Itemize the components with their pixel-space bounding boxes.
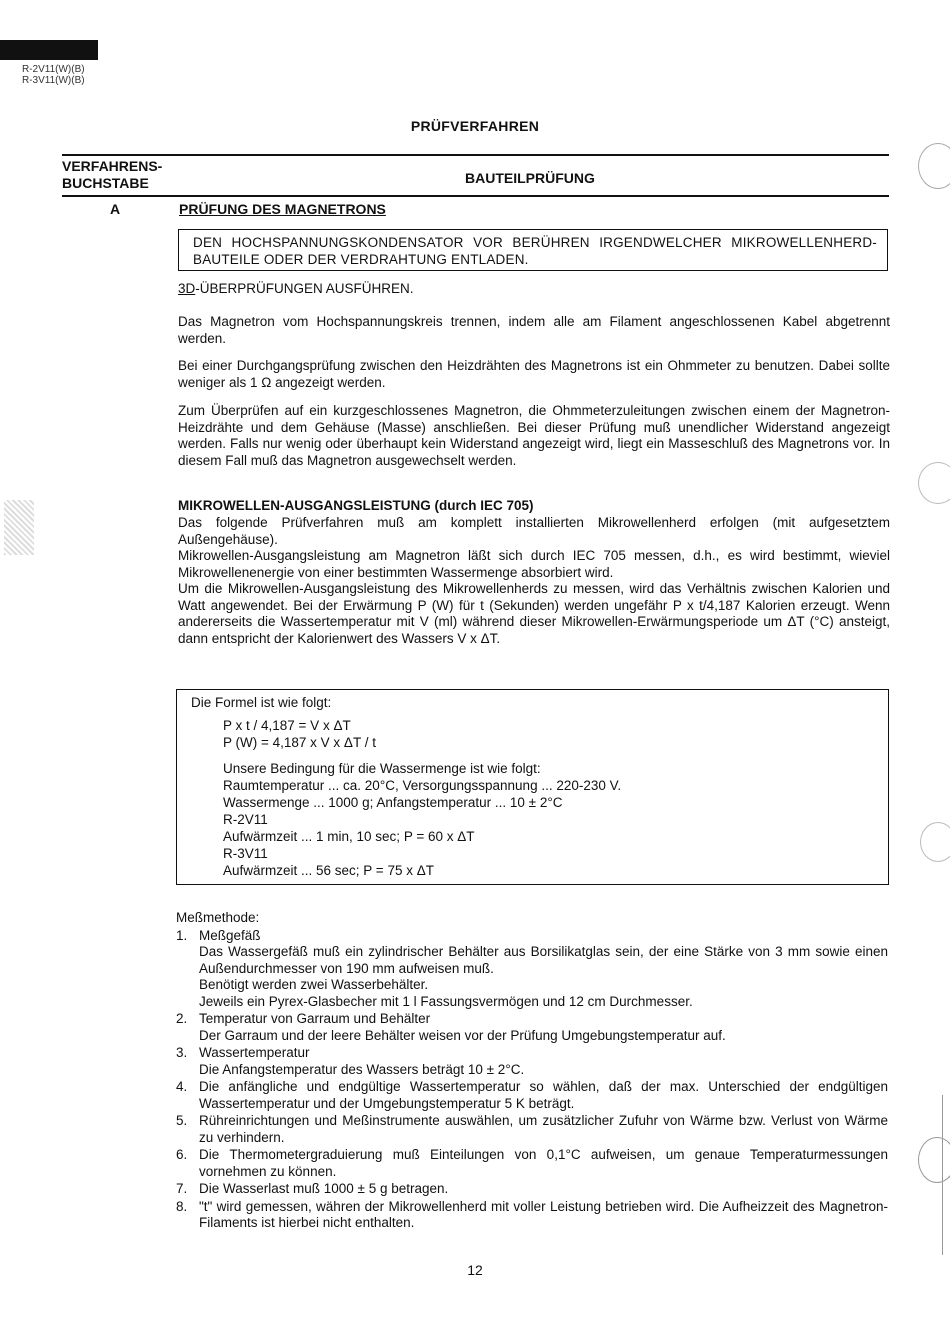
condition-water-amount: Wassermenge ... 1000 g; Anfangstemperatur ... 10 ± 2°C <box>223 795 563 810</box>
formula-equation-2: P (W) = 4,187 x V x ΔT / t <box>223 735 376 750</box>
output-section-heading: MIKROWELLEN-AUSGANGSLEISTUNG (durch IEC 705) <box>178 498 534 513</box>
output-line-1: Das folgende Prüfverfahren muß am komplett installierten Mikrowellenherd erfolgen (mit aufgesetztem Außengehäuse). <box>178 515 890 547</box>
list-item <box>176 1181 888 1198</box>
list-item <box>176 1079 888 1112</box>
warning-text: DEN HOCHSPANNUNGSKONDENSATOR VOR BERÜHREN IRGENDWELCHER MIKROWELLENHERD-BAUTEILE ODER DER VERDRAHTUNG ENTLADEN. <box>193 235 877 267</box>
model-codes <box>22 64 85 86</box>
scan-black-bar <box>0 40 98 60</box>
paragraph-short-test: Zum Überprüfen auf ein kurzgeschlossenes Magnetron, die Ohmmeterzuleitungen zwischen einem der Magnetron-Heizdrähte und dem Gehäuse (Masse) anschließen. Bei dieser Prüfung muß unendlicher Widerstand angezeigt werden. Falls nur wenig oder überhaupt kein Widerstand angezeigt wird, liegt ein Masseschluß des Magnetrons vor. In diesem Fall muß das Magnetron ausgewechselt werden. <box>178 403 890 468</box>
output-line-3: Um die Mikrowellen-Ausgangsleistung des Mikrowellenherds zu messen, wird das Verhältnis zwischen Kalorien und Watt angewendet. Bei der Erwärmung P (W) für t (Sekunden) werden ungefähr P x t/4,187 Kalorien erzeugt. Wenn andererseits die Wassertemperatur mit V (ml) während dieser Mikrowellen-Erwärmungsperiode um ΔT (°C) ansteigt, dann entspricht der Kalorienwert des Wassers V x ΔT. <box>178 581 890 646</box>
procedure-letter: A <box>110 201 121 217</box>
condition-room-temperature: Raumtemperatur ... ca. 20°C, Versorgungsspannung ... 220-230 V. <box>223 778 622 793</box>
checks-text: -ÜBERPRÜFUNGEN AUSFÜHREN. <box>195 281 414 296</box>
checks-line <box>178 281 890 298</box>
page-number: 12 <box>467 1262 483 1278</box>
measurement-method <box>176 910 888 1233</box>
header-rule-bottom <box>62 195 889 197</box>
list-item-text: Der Garraum und der leere Behälter weisen vor der Prüfung Umgebungstemperatur auf. <box>199 1027 726 1043</box>
formula-intro: Die Formel ist wie folgt: <box>191 695 332 710</box>
output-line-2: Mikrowellen-Ausgangsleistung am Magnetron läßt sich durch IEC 705 messen, d.h., es wird bestimmt, wieviel Mikrowellenenergie von einer bestimmten Wassermenge absorbiert wird. <box>178 548 890 580</box>
section-title: PRÜFUNG DES MAGNETRONS <box>179 201 386 217</box>
formula-box <box>176 689 889 885</box>
list-item <box>176 1147 888 1180</box>
list-item-title: Die anfängliche und endgültige Wassertemperatur so wählen, daß der max. Unterschied der endgültigen Wassertemperatur und der Umgebungstemperatur 5 K beträgt. <box>199 1079 888 1111</box>
list-item-number: 3. <box>176 1045 188 1060</box>
list-item <box>176 1011 888 1044</box>
list-item-title: Die Thermometergraduierung muß Einteilungen von 0,1°C aufweisen, um genaue Temperaturmessungen vornehmen zu können. <box>199 1147 888 1179</box>
binder-hole-mark <box>918 1137 950 1183</box>
warning-box <box>178 229 888 271</box>
list-item-number: 1. <box>176 927 188 943</box>
list-item-title: Temperatur von Garraum und Behälter <box>199 1011 431 1026</box>
output-section-body <box>178 515 890 647</box>
list-item-title: Meßgefäß <box>199 927 261 943</box>
column-header-line-1: VERFAHRENS- <box>62 158 163 174</box>
list-item-text: Das Wassergefäß muß ein zylindrischer Behälter aus Borsilikatglas sein, der eine Stärke von 3 mm sowie einen Außendurchmesser von 190 mm aufweisen muß. <box>199 944 888 976</box>
list-item-text-2: Benötigt werden zwei Wasserbehälter. <box>199 977 429 992</box>
list-item-title: Die Wasserlast muß 1000 ± 5 g betragen. <box>199 1181 449 1196</box>
heat-time-r3v11: Aufwärmzeit ... 56 sec; P = 75 x ΔT <box>223 863 434 878</box>
model-code-1: R-2V11(W)(B) <box>22 64 85 75</box>
paragraph-continuity: Bei einer Durchgangsprüfung zwischen den Heizdrähten des Magnetrons ist ein Ohmmeter zu benutzen. Dabei sollte weniger als 1 Ω angezeigt werden. <box>178 358 890 390</box>
list-item <box>176 1045 888 1078</box>
column-header-procedure-letter <box>62 158 162 192</box>
list-item-text-3: Jeweils ein Pyrex-Glasbecher mit 1 l Fassungsvermögen und 12 cm Durchmesser. <box>199 993 693 1009</box>
list-item-title: Wassertemperatur <box>199 1045 310 1060</box>
list-item-number: 4. <box>176 1079 188 1094</box>
column-header-line-2: BUCHSTABE <box>62 175 149 191</box>
checks-prefix: 3D <box>178 281 196 296</box>
list-item-text: Die Anfangstemperatur des Wassers beträgt 10 ± 2°C. <box>199 1061 525 1077</box>
list-item <box>176 928 888 1011</box>
list-item <box>176 1199 888 1232</box>
list-item-number: 5. <box>176 1113 188 1128</box>
list-item-number: 2. <box>176 1011 188 1026</box>
model-r2v11: R-2V11 <box>223 812 268 827</box>
model-code-2: R-3V11(W)(B) <box>22 75 85 86</box>
list-item-number: 8. <box>176 1198 188 1214</box>
page-title: PRÜFVERFAHREN <box>410 118 540 134</box>
paragraph-disconnect: Das Magnetron vom Hochspannungskreis trennen, indem alle am Filament angeschlossenen Kabel abgetrennt werden. <box>178 314 890 346</box>
heat-time-r2v11: Aufwärmzeit ... 1 min, 10 sec; P = 60 x ΔT <box>223 829 475 844</box>
binder-hole-mark <box>918 462 950 504</box>
formula-equation-1: P x t / 4,187 = V x ΔT <box>223 718 351 733</box>
conditions-title: Unsere Bedingung für die Wassermenge ist wie folgt: <box>223 761 541 776</box>
scan-noise <box>4 500 34 555</box>
list-item-number: 6. <box>176 1147 188 1162</box>
header-rule-top <box>62 154 889 156</box>
list-item-number: 7. <box>176 1181 188 1196</box>
list-item <box>176 1113 888 1146</box>
model-r3v11: R-3V11 <box>223 846 268 861</box>
list-item-title: "t" wird gemessen, währen der Mikrowellenherd mit voller Leistung betrieben wird. Die Aufheizzeit des Magnetron-Filaments ist hierbei nicht enthalten. <box>199 1198 888 1230</box>
binder-hole-mark <box>920 822 950 862</box>
method-title: Meßmethode: <box>176 910 260 925</box>
column-header-component-test: BAUTEILPRÜFUNG <box>465 170 595 186</box>
binder-hole-mark <box>918 143 950 189</box>
list-item-title: Rühreinrichtungen und Meßinstrumente auswählen, um zusätzlicher Zufuhr von Wärme bzw. Verlust von Wärme zu verhindern. <box>199 1113 888 1145</box>
scan-speck <box>942 1095 943 1255</box>
